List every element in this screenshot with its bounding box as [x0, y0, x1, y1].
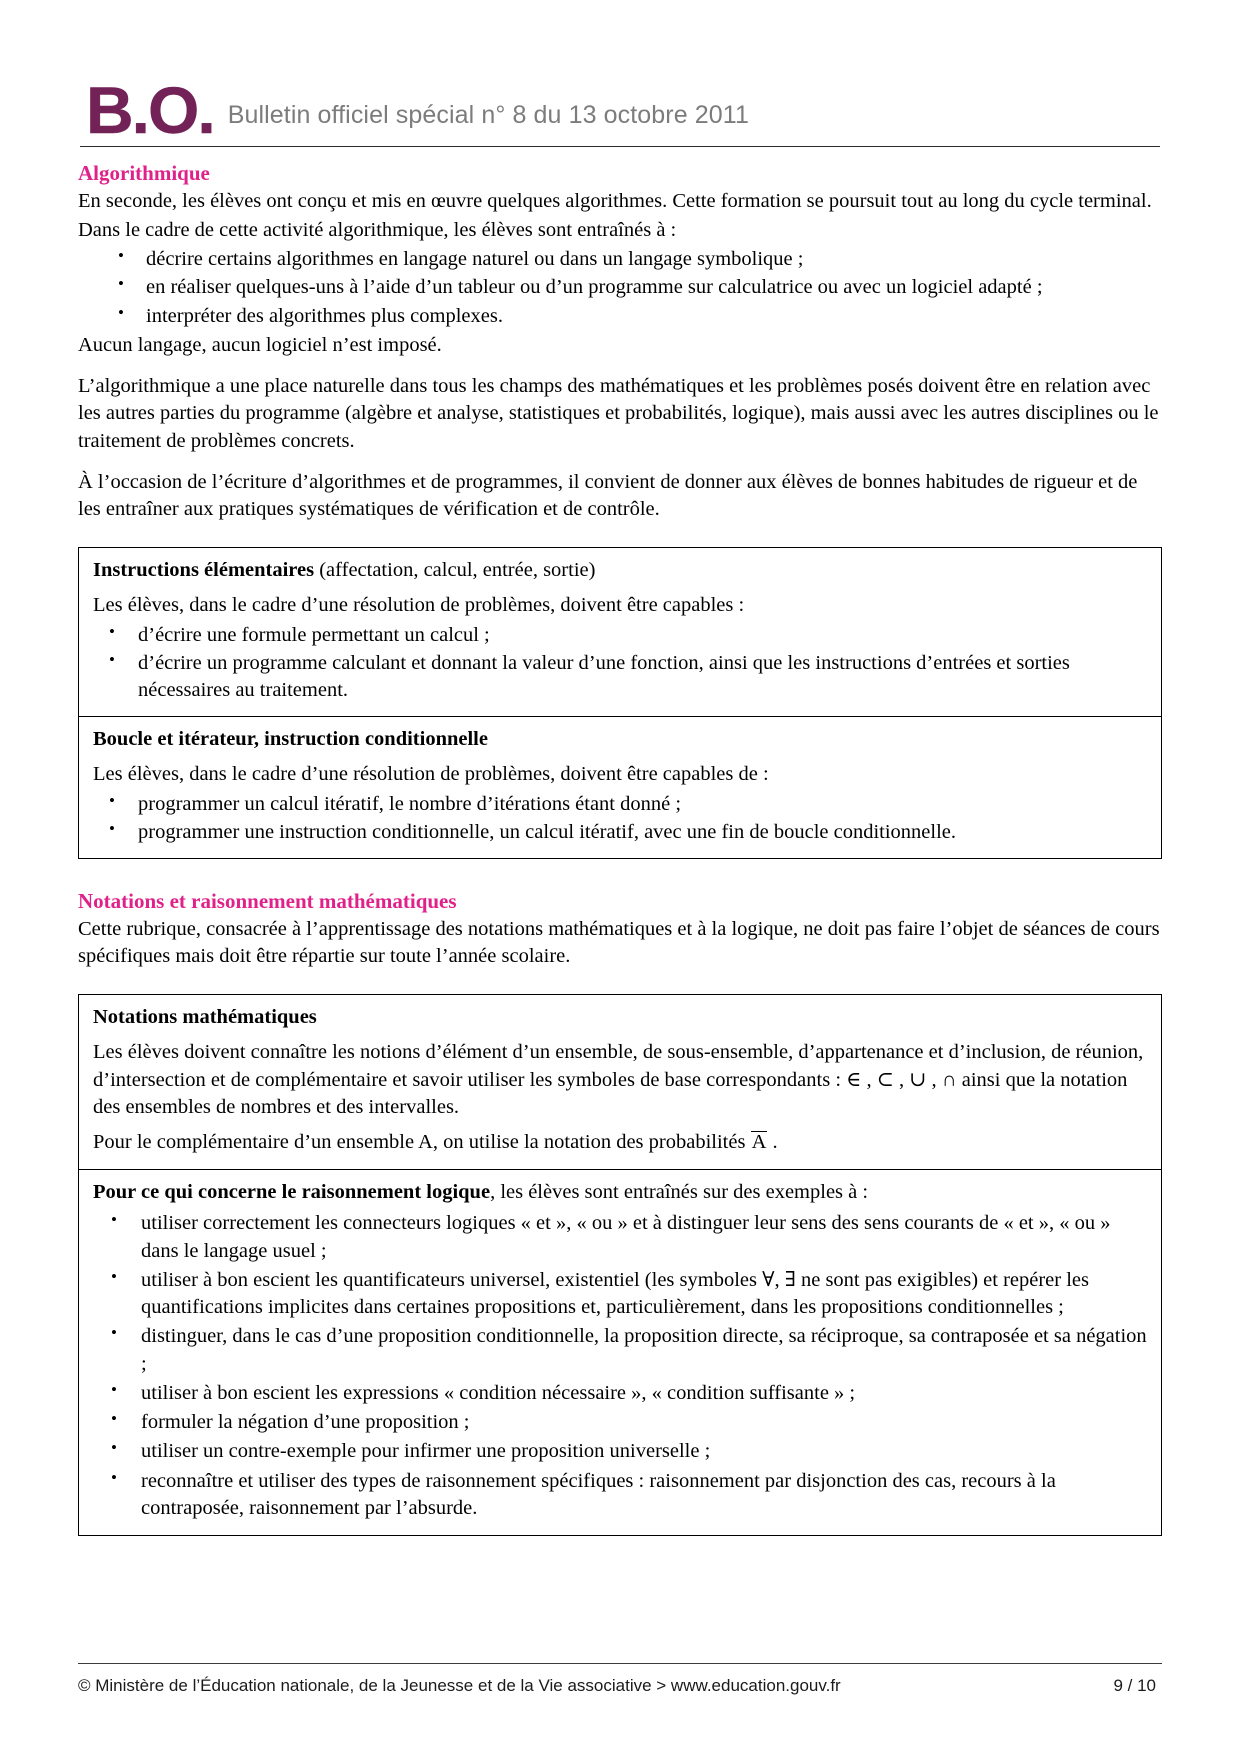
document-content	[0, 147, 1240, 1536]
footer-page-number: 9 / 10	[1113, 1676, 1156, 1695]
algorithmique-paragraph-3: Aucun langage, aucun logiciel n’est imposé.	[78, 333, 442, 356]
algorithmique-paragraph-4: L’algorithmique a une place naturelle dans tous les champs des mathématiques et les problèmes posés doivent être en relation avec les autres parties du programme (algèbre et analyse, statistiques et probabilités, logique), mais aussi avec les autres disciplines ou le traitement de problèmes concrets.	[78, 375, 1159, 452]
box-title-bold: Pour ce qui concerne le raisonnement logique	[93, 1181, 491, 1204]
box-intro: Les élèves, dans le cadre d’une résolution de problèmes, doivent être capables :	[93, 594, 745, 617]
bo-logo: B.O.	[86, 73, 214, 148]
box-notations-mathematiques	[79, 995, 1161, 1169]
list-item: • d’écrire un programme calculant et donnant la valeur d’une fonction, ainsi que les instructions d’entrées et sorties nécessaires au traitement.	[93, 650, 1147, 705]
heading-algorithmique: Algorithmique	[78, 161, 210, 185]
list-item: • en réaliser quelques-uns à l’aide d’un tableur ou d’un programme sur calculatrice ou avec un logiciel adapté ;	[78, 274, 1162, 301]
page-footer	[78, 1663, 1162, 1696]
list-item: • utiliser à bon escient les expressions « condition nécessaire », « condition suffisante » ;	[93, 1380, 1147, 1407]
box-boucle-iterateur	[79, 716, 1161, 858]
bulletin-title: Bulletin officiel spécial n° 8 du 13 octobre 2011	[227, 101, 749, 129]
box-title	[93, 1179, 1147, 1206]
list-item: • programmer une instruction conditionnelle, un calcul itératif, avec une fin de boucle conditionnelle.	[93, 819, 1147, 846]
complement-text-before: Pour le complémentaire d’un ensemble A, on utilise la notation des probabilités	[93, 1131, 751, 1154]
box-group-instructions	[78, 547, 1162, 859]
list-item: • utiliser un contre-exemple pour infirmer une proposition universelle ;	[93, 1438, 1147, 1465]
box-title-rest: , les élèves sont entraînés sur des exemples à :	[490, 1181, 869, 1204]
list-item: • d’écrire une formule permettant un calcul ;	[93, 622, 1147, 649]
notations-paragraph-1: Cette rubrique, consacrée à l’apprentissage des notations mathématiques et à la logique, ne doit pas faire l’objet de séances de cours spécifiques mais doit être répartie sur toute l’année scolaire.	[78, 917, 1160, 968]
box-title-bold: Notations mathématiques	[93, 1006, 317, 1029]
heading-notations-raisonnement: Notations et raisonnement mathématiques	[78, 889, 457, 914]
raisonnement-bullet-list	[93, 1210, 1147, 1522]
text-before-symbols: Les élèves doivent connaître les notions d’élément d’un ensemble, de sous-ensemble, d’appartenance et d’inclusion, de réunion, d’intersection et de complémentaire et savoir utiliser les symboles de base correspondants :	[93, 1041, 1144, 1091]
footer-divider	[78, 1663, 1162, 1664]
section-spacer	[78, 859, 1162, 889]
list-item: • distinguer, dans le cas d’une proposition conditionnelle, la proposition directe, sa réciproque, sa contraposée et sa négation ;	[93, 1323, 1147, 1378]
list-item: • programmer un calcul itératif, le nombre d’itérations étant donné ;	[93, 791, 1147, 818]
page-header	[0, 0, 1240, 148]
notations-math-paragraph-2	[93, 1129, 1147, 1156]
list-item: • reconnaître et utiliser des types de raisonnement spécifiques : raisonnement par disjonction des cas, recours à la contraposée, raisonnement par l’absurde.	[93, 1468, 1147, 1523]
box-bullet-list	[93, 791, 1147, 847]
box-title	[93, 1004, 1147, 1031]
list-item: • formuler la négation d’une proposition ;	[93, 1409, 1147, 1436]
algorithmique-paragraph-5: À l’occasion de l’écriture d’algorithmes et de programmes, il convient de donner aux élèves de bonnes habitudes de rigueur et de les entraîner aux pratiques systématiques de vérification et de contrôle.	[78, 470, 1138, 521]
list-item: • utiliser correctement les connecteurs logiques « et », « ou » et à distinguer leur sens des sens courants de « et », « ou » dans le langage usuel ;	[93, 1210, 1147, 1265]
algorithmique-paragraph-2: Dans le cadre de cette activité algorithmique, les élèves sont entraînés à :	[78, 218, 677, 241]
box-intro: Les élèves, dans le cadre d’une résolution de problèmes, doivent être capables de :	[93, 763, 769, 786]
box-title-bold: Instructions élémentaires	[93, 559, 315, 582]
box-title	[93, 726, 1147, 753]
complement-text-after: .	[767, 1131, 778, 1154]
box-title-bold: Boucle et itérateur, instruction conditionnelle	[93, 728, 488, 751]
text-after-symbols: ainsi que la notation des ensembles de nombres et des intervalles.	[93, 1068, 1128, 1118]
algorithmique-paragraph-1: En seconde, les élèves ont conçu et mis en œuvre quelques algorithmes. Cette formation se poursuit tout au long du cycle terminal.	[78, 189, 1152, 212]
box-title-rest: (affectation, calcul, entrée, sortie)	[314, 559, 596, 582]
box-title	[93, 557, 1147, 584]
overline-a-notation: A	[751, 1131, 767, 1154]
box-bullet-list	[93, 622, 1147, 705]
footer-copyright: © Ministère de l’Éducation nationale, de la Jeunesse et de la Vie associative > www.education.gouv.fr	[78, 1676, 841, 1695]
notations-math-paragraph-1	[93, 1039, 1147, 1121]
list-item: • utiliser à bon escient les quantificateurs universel, existentiel (les symboles ∀, ∃ ne sont pas exigibles) et repérer les quantifications implicites dans certaines propositions et, particulièrement, dans les propositions conditionnelles ;	[93, 1267, 1147, 1322]
box-raisonnement-logique	[79, 1169, 1161, 1535]
box-instructions-elementaires	[79, 548, 1161, 716]
list-item: • interpréter des algorithmes plus complexes.	[78, 303, 1162, 330]
set-symbols: ∈ , ⊂ , ∪ , ∩	[846, 1068, 957, 1091]
box-group-notations	[78, 994, 1162, 1536]
algorithmique-bullet-list	[78, 246, 1162, 330]
list-item: • décrire certains algorithmes en langage naturel ou dans un langage symbolique ;	[78, 246, 1162, 273]
